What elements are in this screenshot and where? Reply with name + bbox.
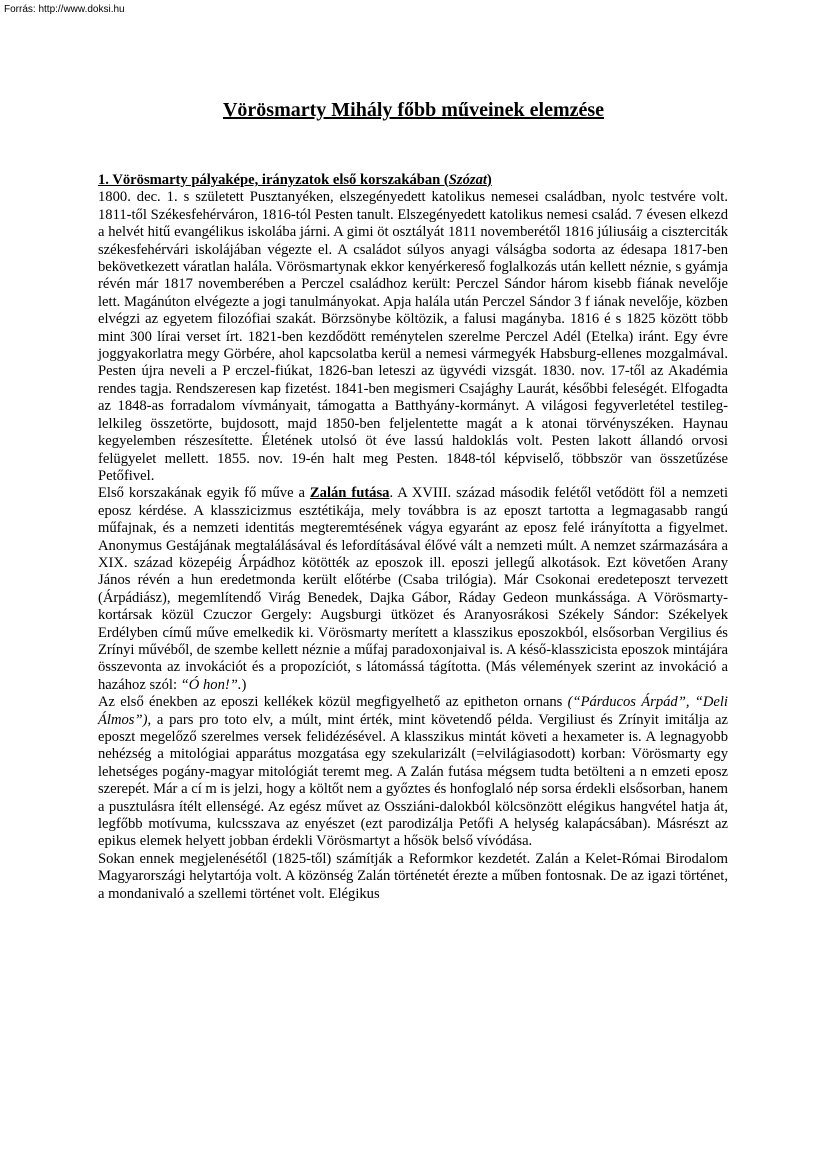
paragraph-biography: 1800. dec. 1. s született Pusztanyéken, elszegényedett katolikus nemesei családban, nyolc testvére volt. 1811-től Székesfehérváron, 1816-tól Pesten tanult. Elszegényedett katolikus nemesi család. 7 évesen elkezd a helvét hitű evangélikus iskolába járni. A gimi öt osztályát 1811 novemberétől 1816 júliusáig a ciszterciták székesfehérvári iskolájában végezte el. A családot súlyos anyagi válságba sodorta az édesapa 1817-ben bekövetkezett váratlan halála. Vörösmartynak ekkor kenyérkereső foglalkozás után kellett néznie, s gyámja révén már 1817 novemberében a Perczel családhoz került: Perczel Sándor három kisebb fiának nevelője lett. Magánúton elvégezte a jogi tanulmányokat. Apja halála után Perczel Sándor 3 f iának nevelője, közben elvégzi az egyetem filozófiai szakát. Börzsönybe költözik, a falusi magányba. 1816 é s 1825 között több mint 300 lírai verset írt. 1821-ben kezdődött reménytelen szerelme Perczel Adél (Etelka) iránt. Egy évre joggyakorlatra megy Görbére, ahol kapcsolatba kerül a nemesi vármegyék Habsburg-ellenes mozgalmával. Pesten újra neveli a P erczel-fiúkat, 1826-ban leteszi az ügyvédi vizsgát. 1830. nov. 17-től az Akadémia rendes tagja. Rendszeresen kap fizetést. 1841-ben megismeri Csajághy Laurát, későbbi feleségét. Elfogadta az 1848-as forradalom vívmányait, támogatta a Batthyány-kormányt. A világosi fegyverletétel testileg-lelkileg összetörte, bujdosott, majd 1850-ben feljelentette magát a k atonai törvényszéken. Haynau kegyelemben részesítette. Életének utolsó öt éve lassú haldoklás volt. Pesten lakott állandó orvosi felügyelet mellett. 1855. nov. 19-én halt meg Pesten. 1848-tól képviselő, többször van összetűzése Petőfivel. [98, 189, 728, 484]
section-heading-work: Szózat [448, 172, 487, 188]
paragraph-first-canto-start: Az első énekben az eposzi kellékek közül megfigyelhető az epitheton ornans [98, 694, 568, 711]
quote-o-hon: “Ó hon!”. [180, 676, 242, 693]
section-heading [98, 172, 728, 189]
paragraph-zalan-rest: . A XVIII. század második felétől vetődött föl a nemzeti eposz kérdése. A klasszicizmus esztétikája, mely továbbra is az eposzt tartotta a legmagasabb rangú műfajnak, és a nemzeti identitás megteremtésének vágya egyaránt az eposz felé irányította a figyelmet. Anonymus Gestájának megtalálásával és lefordításával élővé vált a nemzeti múlt. A nemzet származására a XIX. század közepéig Árpádhoz kötötték az eposzok ill. eposzi jellegű alkotások. Ezt követően Arany János révén a hun eredetmonda került előtérbe (Csaba trilógia). Már Csokonai eredeteposzt tervezett (Árpádiász), megemlítendő Virág Benedek, Dajka Gábor, Ráday Gedeon munkássága. A Vörösmarty-kortársak közül Czuczor Gergely: Augsburgi ütközet és Aranyosrákosi Székely Sándor: Székelyek Erdélyben című műve emelkedik ki. Vörösmarty merített a klasszikus eposzokból, elsősorban Vergilius és Zrínyi művéből, de szembe kellett néznie a műfaj paradoxonjaival is. A késő-klasszicista eposzok mintájára összevonta az invokációt és a propozíciót, s látomássá tágította. (Más vélemények szerint az invokáció a hazához szól: [98, 485, 729, 693]
page-title: Vörösmarty Mihály főbb műveinek elemzése [222, 99, 605, 121]
paragraph-first-canto-rest: , a pars pro toto elv, a múlt, mint érték, mint követendő példa. Vergiliust és Zrínyit imitálja az eposzt megelőző szerelmes versek felidézésével. A klasszikus mintát követi a hexameter is. A legnagyobb nehézség a mitológiai apparátus mozgatása egy szekularizált (=elvilágiasodott) korban: Vörösmarty egy lehetséges pogány-magyar mitológiát teremt meg. A Zalán futása mégsem tudta betölteni a n emzeti eposz szerepét. Már a cí m is jelzi, hogy a költőt nem a győztes és honfoglaló nép sorsa érdekli elsősorban, hanem a pusztulásra ítélt ellenségé. Az egész művet az Ossziáni-dalokból kölcsönzött elégikus hangvétel hatja át, legfőbb motívuma, kulcsszava az enyészet (ezt parodizálja Petőfi A helység kalapácsában). Másrészt az epikus elemek helyett jobban érdekli Vörösmartyt a hősök belső vívódása. [98, 711, 728, 850]
paragraph-zalan-start: Első korszakának egyik fő műve a [98, 485, 310, 502]
paragraph-reform-era: Sokan ennek megjelenésétől (1825-től) számítják a Reformkor kezdetét. Zalán a Kelet-Római Birodalom Magyarországi helytartója volt. A közönség Zalán történetét érezte a műben fontosnak. De az igazi történet, a mondanivaló a szellemi történet volt. Elégikus [98, 850, 728, 902]
document-body [98, 172, 728, 903]
paragraph-first-canto [98, 694, 728, 851]
section-heading-text: 1. Vörösmarty pályaképe, irányzatok első korszakában ( [98, 172, 449, 188]
source-label: Forrás: http://www.doksi.hu [4, 4, 125, 15]
work-title-zalan: Zalán futása [309, 485, 390, 502]
paragraph-zalan [98, 485, 728, 694]
paragraph-zalan-end: ) [241, 676, 247, 693]
quote-epithets: (“Párducos Árpád”, “Deli Álmos”) [98, 694, 728, 728]
section-heading-close: ) [486, 172, 492, 188]
